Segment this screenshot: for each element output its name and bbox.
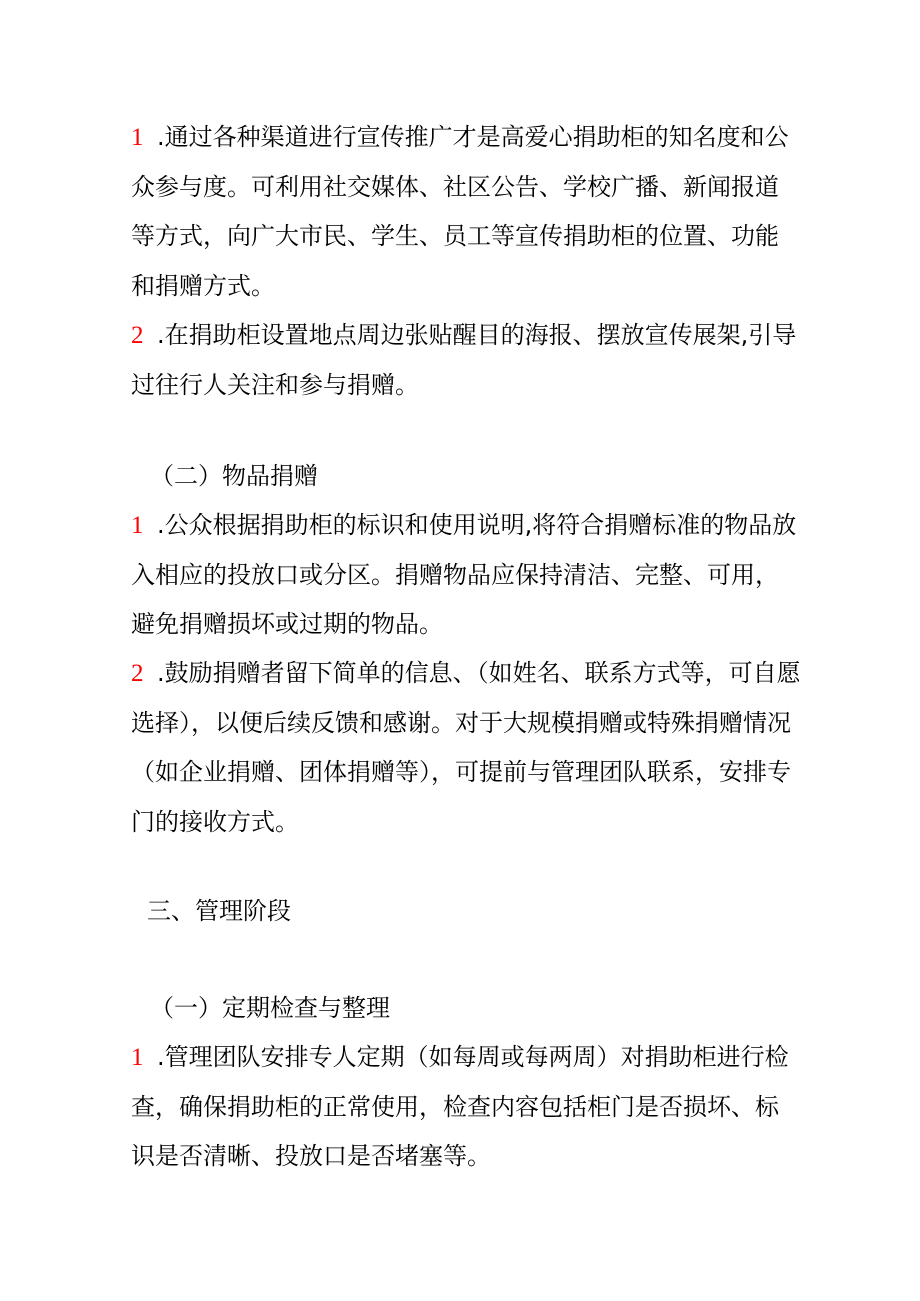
item-text: .管理团队安排专人定期（如每周或每两周）对捐助柜进行检查，确保捐助柜的正常使用，检查内容包括柜门是否损坏、标识是否清晰、投放口是否堵塞等。 [131,1043,789,1170]
item-text: .通过各种渠道进行宣传推广才是高爱心捐助柜的知名度和公众参与度。可利用社交媒体、社区公告、学校广播、新闻报道等方式，向广大市民、学生、员工等宣传捐助柜的位置、功能和捐赠方式。 [131,123,789,300]
publicity-item-2 [131,311,801,410]
goods-donation-item-1 [131,501,801,650]
item-text: .公众根据捐助柜的标识和使用说明,将符合捐赠标准的物品放入相应的投放口或分区。捐赠物品应保持清洁、完整、可用，避免捐赠损坏或过期的物品。 [131,511,797,638]
item-text: .鼓励捐赠者留下简单的信息、（如姓名、联系方式等，可自愿选择），以便后续反馈和感谢。对于大规模捐赠或特殊捐赠情况（如企业捐赠、团体捐赠等），可提前与管理团队联系，安排专门的接收方式。 [131,659,801,836]
management-heading: 三、管理阶段 [147,897,291,925]
item-number: 1 [131,124,144,151]
goods-donation-item-2 [131,649,801,847]
item-text: .在捐助柜设置地点周边张贴醒目的海报、摆放宣传展架,引导过往行人关注和参与捐赠。 [131,321,797,399]
item-number: 1 [131,1044,144,1071]
item-number: 2 [131,322,144,349]
publicity-item-1 [131,113,801,311]
item-number: 2 [131,660,144,687]
management-subheading: （一）定期检查与整理 [150,994,390,1022]
management-item-1 [131,1033,801,1182]
goods-donation-heading: （二）物品捐赠 [150,462,318,490]
item-number: 1 [131,512,144,539]
